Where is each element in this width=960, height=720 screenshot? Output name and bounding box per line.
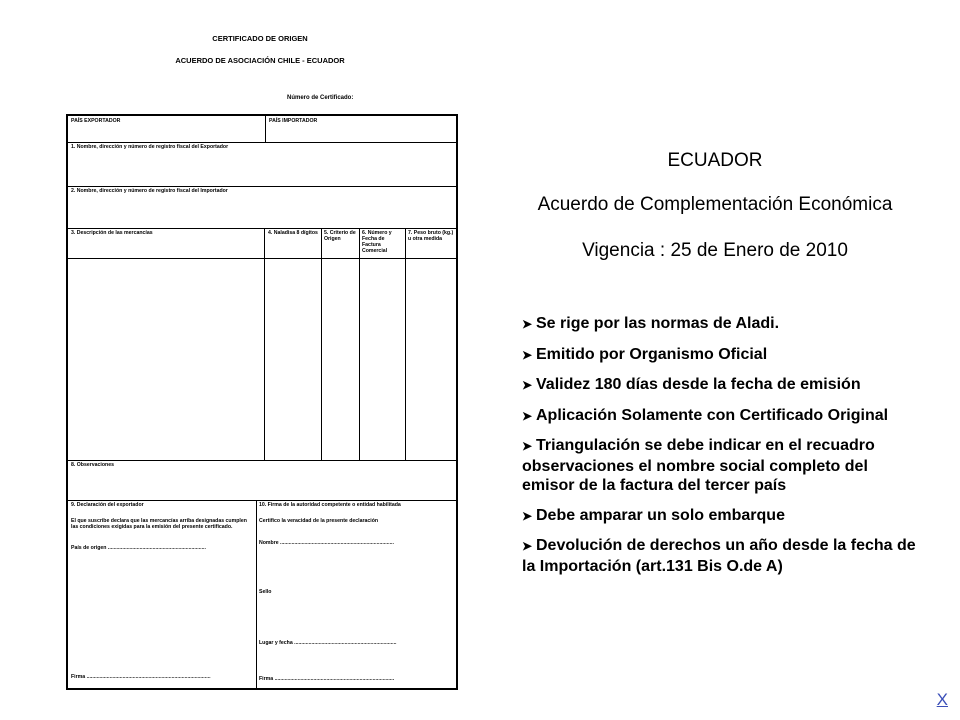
exporter-field-label: 1. Nombre, dirección y número de registro fiscal del Exportador — [71, 144, 229, 150]
authority-place-date-line: Lugar y fecha ....................................................................... — [259, 640, 397, 646]
arrow-bullet-icon: ➤ — [522, 539, 533, 553]
arrow-bullet-icon: ➤ — [522, 508, 533, 523]
agreement-heading: Acuerdo de Complementación Económica — [537, 194, 893, 215]
origin-country-line: País de origen .................................................................... — [71, 545, 206, 551]
arrow-bullet-icon: ➤ — [522, 317, 533, 331]
exporter-signature-line: Firma ...................................................................................... — [71, 674, 211, 680]
weight-label: 7. Peso bruto (kg.) u otra medida — [408, 230, 454, 242]
close-link[interactable]: X — [936, 690, 948, 709]
list-item: ➤ Aplicación Solamente con Certificado Original — [522, 406, 922, 427]
origin-criterion-label: 5. Criterio de Origen — [324, 230, 356, 242]
authority-seal-label: Sello — [259, 589, 272, 595]
certificate-subtitle: ACUERDO DE ASOCIACIÓN CHILE - ECUADOR — [175, 56, 345, 65]
certificate-title: CERTIFICADO DE ORIGEN — [212, 34, 308, 43]
authority-signature-label: 10. Firma de la autoridad competente o entidad habilitada — [259, 502, 401, 508]
list-item: ➤ Triangulación se debe indicar en el recuadro observaciones el nombre social completo del emisor de la factura del tercer país — [522, 437, 875, 494]
validity-heading: Vigencia : 25 de Enero de 2010 — [582, 240, 848, 261]
authority-certification-text: Certifico la veracidad de la presente declaración — [259, 518, 379, 524]
certificate-number-label: Número de Certificado: — [287, 95, 354, 101]
invoice-label: 6. Número y Fecha de Factura Comercial — [362, 230, 392, 254]
list-item: ➤ Se rige por las normas de Aladi. — [522, 314, 922, 335]
country-heading: ECUADOR — [667, 150, 763, 171]
list-item: ➤ Debe amparar un solo embarque — [522, 506, 922, 527]
exporter-declaration-label: 9. Declaración del exportador — [71, 502, 144, 508]
authority-name-line: Nombre ............................................................................... — [259, 540, 394, 546]
goods-description-label: 3. Descripción de las mercancías — [71, 230, 153, 236]
importer-field-label: 2. Nombre, dirección y número de registro fiscal del Importador — [71, 188, 228, 194]
importer-country-label: PAÍS IMPORTADOR — [269, 118, 318, 124]
rules-list — [522, 314, 922, 586]
arrow-bullet-icon: ➤ — [522, 378, 533, 392]
authority-signature-line: Firma ................................................................................... — [259, 676, 395, 682]
certificate-form — [66, 114, 458, 690]
list-item: ➤ Emitido por Organismo Oficial — [522, 345, 922, 366]
list-item: ➤ Validez 180 días desde la fecha de emisión — [522, 375, 922, 396]
exporter-country-label: PAÍS EXPORTADOR — [71, 118, 121, 124]
arrow-bullet-icon: ➤ — [522, 347, 533, 362]
observations-label: 8. Observaciones — [71, 462, 114, 468]
arrow-bullet-icon: ➤ — [522, 439, 533, 453]
arrow-bullet-icon: ➤ — [522, 408, 533, 423]
naladisa-label: 4. Naladisa 8 dígitos — [268, 230, 318, 236]
list-item: ➤ Devolución de derechos un año desde la fecha de la Importación (art.131 Bis O.de A) — [522, 537, 916, 575]
exporter-declaration-text: El que suscribe declara que las mercancías arriba designadas cumplen las condiciones exigidas para la emisión del presente certificado. — [71, 518, 247, 530]
